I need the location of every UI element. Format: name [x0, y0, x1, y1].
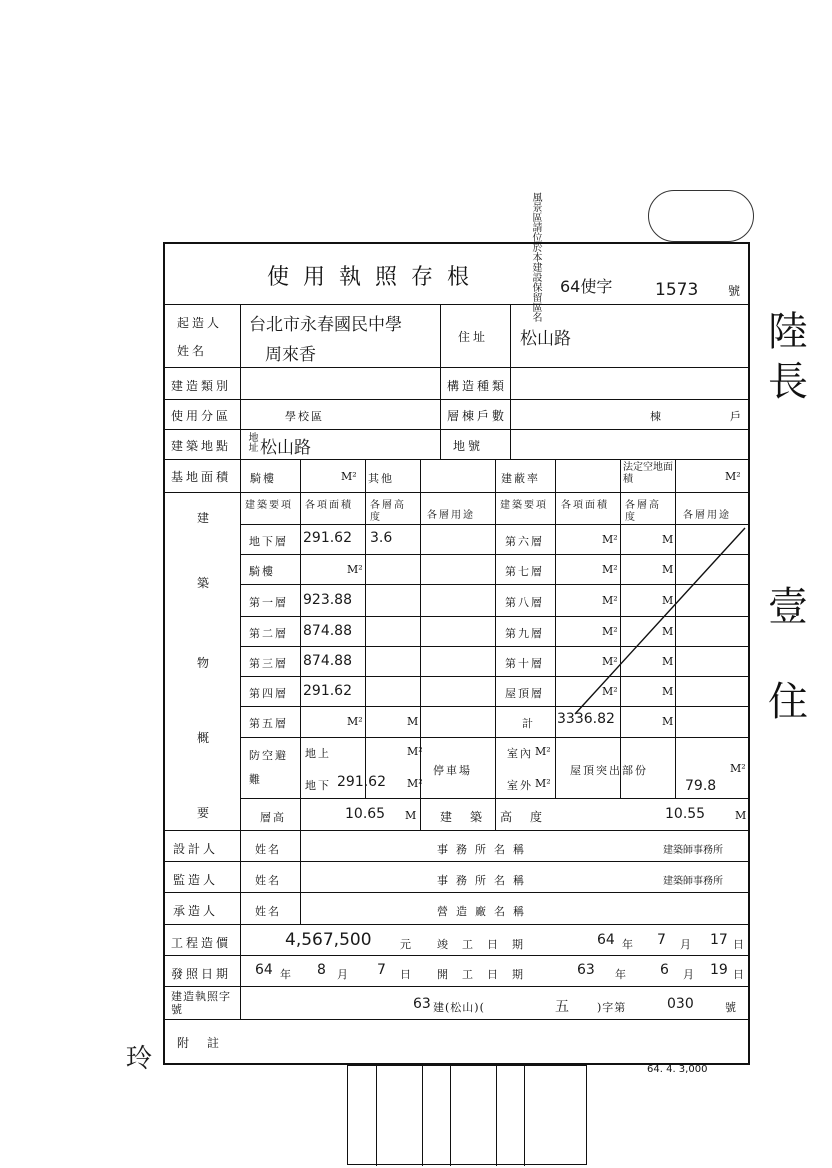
roof-label: 屋頂層 [505, 687, 544, 700]
parking-label: 停車場 [433, 764, 472, 777]
f10-height-unit: M [662, 655, 674, 668]
f8-label: 第八層 [505, 596, 544, 609]
dong-unit: 棟 [650, 410, 663, 423]
contractor-firm-label: 營造廠名稱 [437, 905, 532, 918]
completion-month: 7 [657, 932, 666, 948]
summary-char-1: 建 [197, 511, 213, 525]
building-items-header: 建築要項 [245, 500, 293, 511]
above-ground-unit: M² [407, 745, 423, 758]
contractor-label: 承造人 [173, 904, 219, 918]
f7-height-unit: M [662, 563, 674, 576]
f4-label: 第四層 [249, 687, 288, 700]
remarks-label: 附註 [177, 1036, 238, 1050]
designer-label: 設計人 [173, 842, 219, 856]
basement-height: 3.6 [370, 530, 393, 546]
permit-hao: 號 [725, 1001, 738, 1014]
permit-number: 1573 [655, 280, 699, 300]
f7-label: 第七層 [505, 565, 544, 578]
permit-no-label: 建造執照字號 [171, 990, 231, 1016]
summary-char-5: 要 [197, 806, 213, 820]
permit-mid: 五 [555, 999, 569, 1015]
floors-units-label: 層棟戶數 [447, 409, 508, 423]
start-month: 6 [660, 962, 669, 978]
f3-label: 第三層 [249, 657, 288, 670]
air-raid-below-value: 291.62 [337, 774, 386, 790]
f9-label: 第九層 [505, 627, 544, 640]
f2-area: 874.88 [303, 623, 352, 639]
right-margin-char-3: 壹 [768, 584, 808, 630]
builder-person-value: 周來香 [265, 345, 316, 365]
supervisor-office-label: 建築師事務所 [663, 876, 723, 887]
start-month-unit: 月 [683, 968, 696, 981]
address-label: 住址 [458, 330, 489, 344]
site-location-label: 建築地點 [171, 439, 232, 453]
permit-year: 63 [413, 996, 431, 1012]
right-margin-char-4: 住 [768, 679, 808, 725]
zone-label: 使用分區 [171, 409, 232, 423]
start-day-unit: 日 [733, 968, 746, 981]
indoor-label: 室內 [507, 747, 533, 760]
below-ground-label: 地下 [305, 779, 331, 792]
f9-unit: M² [602, 625, 618, 638]
building-items-header-2: 建築要項 [500, 500, 548, 511]
start-year-unit: 年 [615, 968, 628, 981]
issue-day-unit: 日 [400, 968, 413, 981]
f5-height-unit: M [407, 715, 419, 728]
completion-day: 17 [710, 932, 728, 948]
completion-day-unit: 日 [733, 938, 746, 951]
building-height-unit: M [735, 809, 747, 822]
arcade-label: 騎樓 [250, 472, 276, 485]
basement-label: 地下層 [249, 535, 288, 548]
permit-number-value: 030 [667, 996, 694, 1012]
f2-label: 第二層 [249, 627, 288, 640]
right-margin-char-2: 長 [768, 359, 808, 405]
f6-height-unit: M [662, 533, 674, 546]
name-label: 姓名 [177, 344, 208, 358]
issue-month: 8 [317, 962, 326, 978]
address-value: 松山路 [520, 329, 571, 349]
permit-prefix: 建(松山)( [433, 1001, 485, 1014]
permit-number-suffix: 號 [728, 284, 744, 298]
usage-permit-form [163, 242, 750, 1075]
total-height-unit: M [662, 715, 674, 728]
zone-value: 學校區 [285, 410, 324, 423]
f4-area: 291.62 [303, 683, 352, 699]
summary-char-3: 物 [197, 656, 213, 670]
f10-label: 第十層 [505, 657, 544, 670]
storey-height-unit: M [405, 809, 417, 822]
arcade-row-unit: M² [347, 563, 363, 576]
arcade-unit: M² [341, 470, 357, 483]
f6-unit: M² [602, 533, 618, 546]
site-address-value: 松山路 [260, 438, 311, 458]
outdoor-label: 室外 [507, 779, 533, 792]
f9-height-unit: M [662, 625, 674, 638]
f8-height-unit: M [662, 594, 674, 607]
form-title: 使用執照存根 [267, 265, 484, 290]
supervisor-firm-label: 事務所名稱 [437, 874, 532, 887]
issue-year-unit: 年 [280, 968, 293, 981]
start-date-label: 開工日期 [437, 968, 537, 981]
issue-year: 64 [255, 962, 273, 978]
above-ground-label: 地上 [305, 747, 331, 760]
building-height-label: 建築高度 [440, 810, 561, 824]
air-raid-label: 防空避難 [249, 749, 288, 786]
roof-protrusion-label: 屋頂突出部份 [570, 764, 648, 777]
f1-label: 第一層 [249, 596, 288, 609]
start-year: 63 [577, 962, 595, 978]
f3-area: 874.88 [303, 653, 352, 669]
builder-name-value: 台北市永春國民中學 [249, 315, 402, 335]
indoor-unit: M² [535, 745, 551, 758]
roof-protrusion-value: 79.8 [685, 778, 717, 794]
hu-unit: 戶 [730, 410, 743, 423]
summary-char-2: 築 [197, 576, 213, 590]
designer-name-label: 姓名 [255, 843, 281, 856]
permit-word: )字第 [597, 1001, 627, 1014]
total-area: 3336.82 [557, 711, 615, 727]
issue-date-label: 發照日期 [171, 967, 232, 981]
basement-area: 291.62 [303, 530, 352, 546]
right-margin-char-1: 陸 [768, 309, 808, 355]
legal-open-label: 法定空地面積 [623, 462, 673, 485]
coverage-label: 建蔽率 [501, 472, 540, 485]
f1-area: 923.88 [303, 592, 352, 608]
f5-unit: M² [347, 715, 363, 728]
signature-strip [347, 1065, 587, 1165]
contractor-name-label: 姓名 [255, 905, 281, 918]
heights-header-2: 各層高度 [625, 500, 661, 523]
storey-height-label: 層高 [260, 811, 286, 824]
legal-open-unit: M² [725, 470, 741, 483]
construction-cost-unit: 元 [400, 938, 413, 951]
designer-firm-label: 事務所名稱 [437, 843, 532, 856]
heights-header: 各層高度 [370, 500, 406, 523]
below-ground-unit: M² [407, 777, 423, 790]
f7-unit: M² [602, 563, 618, 576]
f8-unit: M² [602, 594, 618, 607]
areas-header: 各項面積 [305, 500, 353, 511]
supervisor-label: 監造人 [173, 873, 219, 887]
other-label: 其他 [368, 472, 394, 485]
issue-day: 7 [377, 962, 386, 978]
side-note: 風景區請位於本建設保留區名 [530, 192, 541, 322]
use-header: 各層用途 [427, 510, 475, 521]
base-area-label: 基地面積 [171, 470, 232, 484]
issue-month-unit: 月 [337, 968, 350, 981]
total-label: 計 [522, 717, 535, 730]
completion-month-unit: 月 [680, 938, 693, 951]
arcade-row-label: 騎樓 [249, 565, 275, 578]
f10-unit: M² [602, 655, 618, 668]
builder-label: 起造人 [177, 316, 223, 330]
empty-floors-strike [555, 524, 748, 736]
completion-year: 64 [597, 932, 615, 948]
completion-year-unit: 年 [622, 938, 635, 951]
roof-protrusion-unit: M² [730, 762, 746, 775]
left-mark: 玲 [126, 1044, 153, 1074]
roof-height-unit: M [662, 685, 674, 698]
completion-date-label: 竣工日期 [437, 938, 537, 951]
supervisor-name-label: 姓名 [255, 874, 281, 887]
construction-cost-label: 工程造價 [171, 936, 232, 950]
construction-cost-value: 4,567,500 [285, 930, 372, 950]
structure-label: 構造種類 [447, 379, 508, 393]
designer-office-label: 建築師事務所 [663, 845, 723, 856]
permit-number-prefix: 64使字 [560, 277, 613, 296]
roof-unit: M² [602, 685, 618, 698]
summary-char-4: 概 [197, 731, 213, 745]
lot-no-label: 地號 [453, 439, 484, 453]
building-height-value: 10.55 [665, 806, 706, 822]
building-type-label: 建造類別 [171, 379, 232, 393]
print-code: 64. 4. 3,000 [647, 1064, 708, 1075]
f5-label: 第五層 [249, 717, 288, 730]
use-header-2: 各層用途 [683, 510, 731, 521]
start-day: 19 [710, 962, 728, 978]
outdoor-unit: M² [535, 777, 551, 790]
storey-height-value: 10.65 [345, 806, 386, 822]
f6-label: 第六層 [505, 535, 544, 548]
areas-header-2: 各項面積 [561, 500, 609, 511]
site-addr-mark: 地址 [246, 432, 257, 452]
side-note-bracket [648, 190, 754, 242]
